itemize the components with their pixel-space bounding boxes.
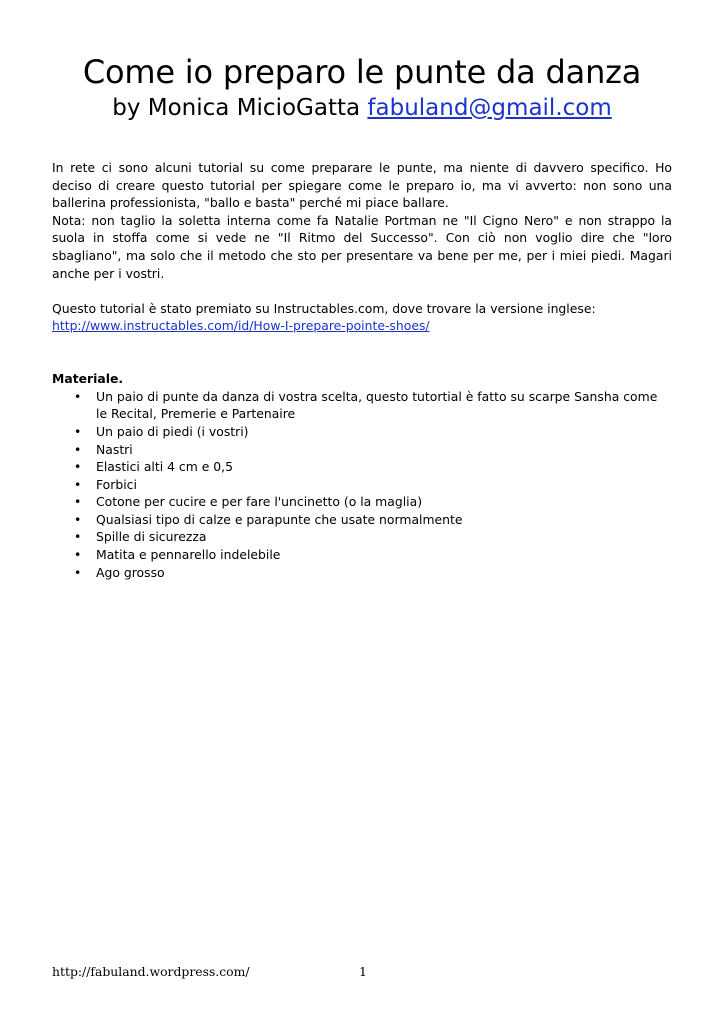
bullet-icon: • — [74, 494, 82, 510]
bullet-icon: • — [74, 547, 82, 563]
list-item-text: Qualsiasi tipo di calze e parapunte che usate normalmente — [96, 511, 463, 527]
materials-heading: Materiale. — [52, 371, 124, 387]
list-item-text: Un paio di punte da danza di vostra scelta, questo tutortial è fatto su scarpe Sansha come le Recital, Premerie e Partenaire — [96, 388, 658, 422]
spacer — [52, 353, 672, 371]
list-item — [52, 528, 672, 546]
bullet-icon: • — [74, 476, 82, 492]
bullet-icon: • — [74, 564, 82, 580]
page-title: Come io preparo le punte da danza — [82, 53, 642, 91]
list-item-text: Elastici alti 4 cm e 0,5 — [96, 459, 233, 475]
author-name: by Monica MicioGatta — [112, 95, 361, 121]
list-item-text: Forbici — [96, 476, 137, 492]
list-item-text: Ago grosso — [96, 564, 165, 580]
list-item — [52, 476, 672, 494]
materials-list — [52, 388, 672, 582]
bullet-icon: • — [74, 459, 82, 475]
list-item-text: Nastri — [96, 441, 133, 457]
bullet-icon: • — [74, 441, 82, 457]
list-item — [52, 546, 672, 564]
list-item-text: Matita e pennarello indelebile — [96, 547, 281, 563]
list-item-text: Spille di sicurezza — [96, 529, 207, 545]
page-number: 1 — [359, 964, 367, 979]
spacer — [52, 335, 672, 353]
list-item — [52, 423, 672, 441]
note-paragraph: Nota: non taglio la soletta interna come fa Natalie Portman ne "Il Cigno Nero" e non strappo la suola in stoffa come si vede ne "Il Ritmo del Successo". Con ciò non voglio dire che "loro sbagliano", ma solo che il metodo che sto per presentare va bene per me, per i miei piedi. Magari anche per i vostri. — [52, 212, 672, 281]
list-item — [52, 511, 672, 529]
list-item — [52, 441, 672, 459]
list-item-text: Cotone per cucire e per fare l'uncinetto (o la maglia) — [96, 494, 423, 510]
bullet-icon: • — [74, 529, 82, 545]
instructables-link[interactable]: http://www.instructables.com/id/How-I-prepare-pointe-shoes/ — [52, 318, 430, 334]
list-item — [52, 388, 672, 423]
footer-url: http://fabuland.wordpress.com/ — [52, 964, 250, 979]
award-text: Questo tutorial è stato premiato su Instructables.com, dove trovare la versione inglese: — [52, 300, 596, 316]
list-item — [52, 458, 672, 476]
bullet-icon: • — [74, 423, 82, 439]
document-body — [52, 159, 672, 581]
email-link[interactable]: fabuland@gmail.com — [367, 95, 612, 121]
list-item — [52, 493, 672, 511]
spacer — [52, 282, 672, 300]
intro-paragraph: In rete ci sono alcuni tutorial su come preparare le punte, ma niente di davvero specifico. Ho deciso di creare questo tutorial per spiegare come le preparo io, ma vi avverto: non sono una ballerina professionista, "ballo e basta" perché mi piace ballare. — [52, 160, 672, 211]
list-item — [52, 564, 672, 582]
bullet-icon: • — [74, 388, 82, 404]
byline — [0, 92, 724, 124]
bullet-icon: • — [74, 511, 82, 527]
title-block — [0, 52, 724, 124]
list-item-text: Un paio di piedi (i vostri) — [96, 423, 249, 439]
